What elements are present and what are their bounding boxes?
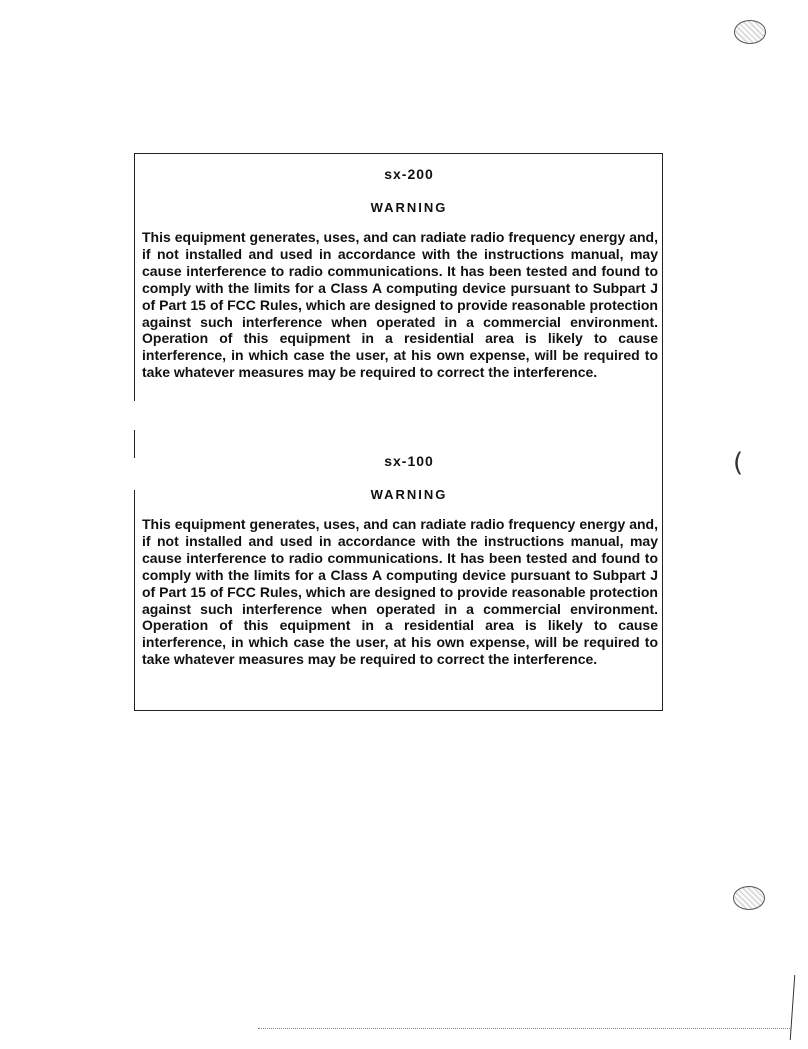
hole-punch-icon bbox=[733, 886, 765, 910]
notice-sx-100 bbox=[142, 452, 658, 668]
box-left-border bbox=[134, 153, 135, 401]
notice-sx-200 bbox=[142, 165, 658, 381]
warning-text: This equipment generates, uses, and can radiate radio frequency energy and, if not installed and used in accordance with the instructions manual, may cause interference to radio communications. It has been tested and found to comply with the limits for a Class A computing device pursuant to Subpart J of Part 15 of FCC Rules, which are designed to provide reasonable protection against such interference when operated in a commercial environment. Operation of this equipment in a residential area is likely to cause interference, in which case the user, at his own expense, will be required to take whatever measures may be required to correct the interference. bbox=[142, 229, 658, 381]
scan-edge-mark bbox=[790, 975, 796, 1040]
box-left-border bbox=[134, 490, 135, 710]
hole-punch-icon bbox=[734, 20, 766, 44]
warning-heading: WARNING bbox=[370, 487, 448, 502]
warning-text: This equipment generates, uses, and can radiate radio frequency energy and, if not installed and used in accordance with the instructions manual, may cause interference to radio communications. It has been tested and found to comply with the limits for a Class A computing device pursuant to Subpart J of Part 15 of FCC Rules, which are designed to provide reasonable protection against such interference when operated in a commercial environment. Operation of this equipment in a residential area is likely to cause interference, in which case the user, at his own expense, will be required to take whatever measures may be required to correct the interference. bbox=[142, 516, 658, 668]
scan-dotted-line bbox=[258, 1028, 790, 1029]
model-name: sx-100 bbox=[384, 453, 434, 469]
model-name: sx-200 bbox=[384, 166, 434, 182]
warning-heading: WARNING bbox=[370, 200, 448, 215]
bracket-mark: ( bbox=[733, 448, 744, 478]
box-left-border bbox=[134, 430, 135, 458]
